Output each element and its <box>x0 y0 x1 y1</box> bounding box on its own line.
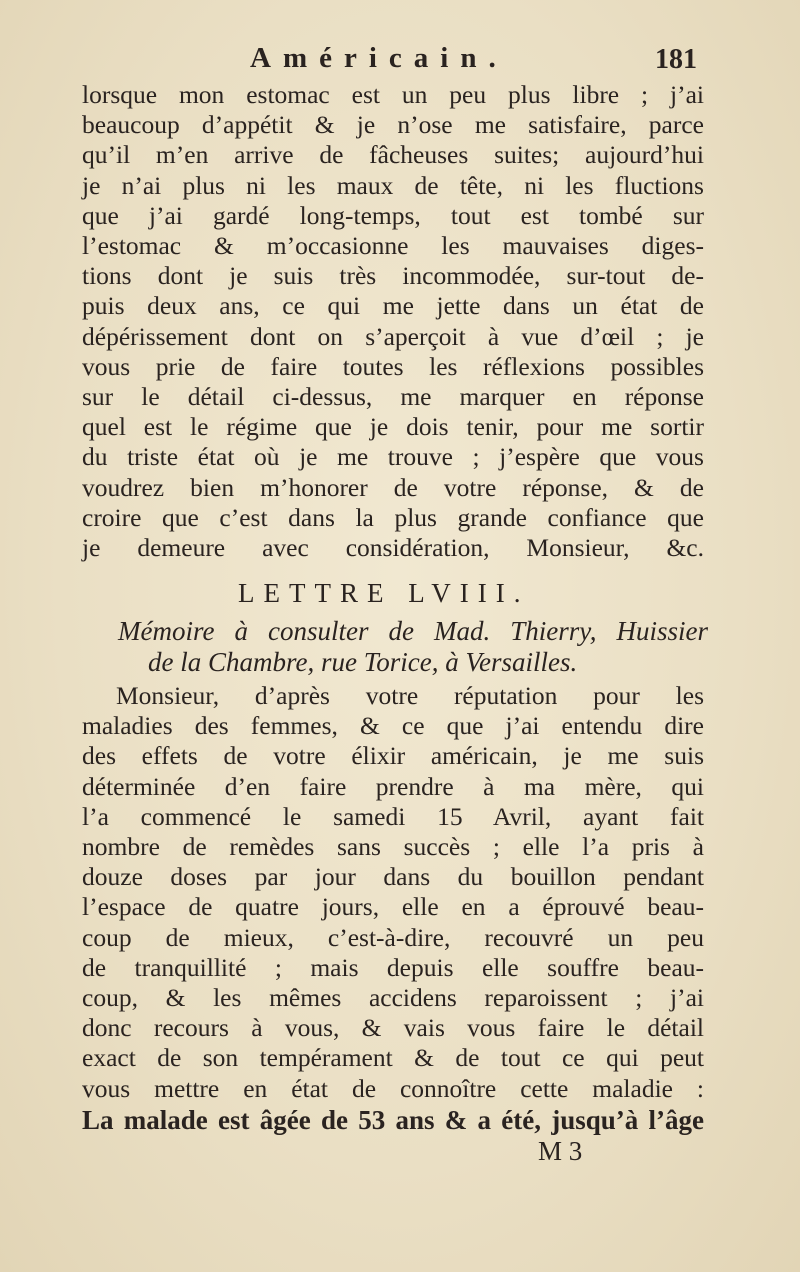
text-line: beaucoup d’appétit & je n’ose me satisfaire, parce <box>82 110 704 140</box>
text-line: coup, & les mêmes accidens reparoissent ; j’ai <box>82 983 704 1013</box>
text-line: des effets de votre élixir américain, je me suis <box>82 741 704 771</box>
memoire-title-line-1: Mémoire à consulter de Mad. Thierry, Huissier <box>118 616 708 646</box>
text-line: l’a commencé le samedi 15 Avril, ayant fait <box>82 801 704 831</box>
text-line: nombre de remèdes sans succès ; elle l’a pris à <box>82 832 704 862</box>
text-line: puis deux ans, ce qui me jette dans un état de <box>82 291 704 321</box>
running-title: Américain. <box>250 42 508 74</box>
page-number: 181 <box>655 44 697 75</box>
text-line: je n’ai plus ni les maux de tête, ni les fluctions <box>82 170 704 200</box>
text-line: déterminée d’en faire prendre à ma mère, qui <box>82 771 704 801</box>
memoire-title <box>118 616 708 678</box>
text-line: l’espace de quatre jours, elle en a éprouvé beau- <box>82 892 704 922</box>
last-text-line: La malade est âgée de 53 ans & a été, jusqu’à l’âge <box>82 1105 704 1135</box>
text-line: qu’il m’en arrive de fâcheuses suites; aujourd’hui <box>82 140 704 170</box>
paragraph-2 <box>82 681 704 1104</box>
text-line: coup de mieux, c’est-à-dire, recouvré un peu <box>82 922 704 952</box>
text-line: douze doses par jour dans du bouillon pendant <box>82 862 704 892</box>
text-line: lorsque mon estomac est un peu plus libre ; j’ai <box>82 80 704 109</box>
signature-mark: M 3 <box>538 1136 583 1166</box>
text-line: quel est le régime que je dois tenir, pour me sortir <box>82 412 704 442</box>
text-line: voudrez bien m’honorer de votre réponse, & de <box>82 472 704 502</box>
memoire-title-line-2: de la Chambre, rue Torice, à Versailles. <box>148 647 578 677</box>
text-line: croire que c’est dans la plus grande confiance que <box>82 502 704 532</box>
text-line: maladies des femmes, & ce que j’ai entendu dire <box>82 711 704 741</box>
text-line: dépérissement dont on s’aperçoit à vue d’œil ; je <box>82 321 704 351</box>
text-line: vous mettre en état de connoître cette maladie : <box>82 1073 704 1103</box>
letter-heading: LETTRE LVIII. <box>238 578 530 608</box>
text-line: donc recours à vous, & vais vous faire le détail <box>82 1013 704 1043</box>
text-line: vous prie de faire toutes les réflexions possibles <box>82 351 704 381</box>
text-line: du triste état où je me trouve ; j’espère que vous <box>82 442 704 472</box>
text-line: l’estomac & m’occasionne les mauvaises diges- <box>82 231 704 261</box>
text-line: que j’ai gardé long-temps, tout est tombé sur <box>82 200 704 230</box>
text-line: Monsieur, d’après votre réputation pour les <box>116 681 704 710</box>
paragraph-1 <box>82 80 704 563</box>
text-line: tions dont je suis très incommodée, sur-tout de- <box>82 261 704 291</box>
text-line: je demeure avec considération, Monsieur, &c. <box>82 533 704 563</box>
text-line: de tranquillité ; mais depuis elle souffre beau- <box>82 952 704 982</box>
text-line: sur le détail ci-dessus, me marquer en réponse <box>82 382 704 412</box>
text-line: exact de son tempérament & de tout ce qui peut <box>82 1043 704 1073</box>
